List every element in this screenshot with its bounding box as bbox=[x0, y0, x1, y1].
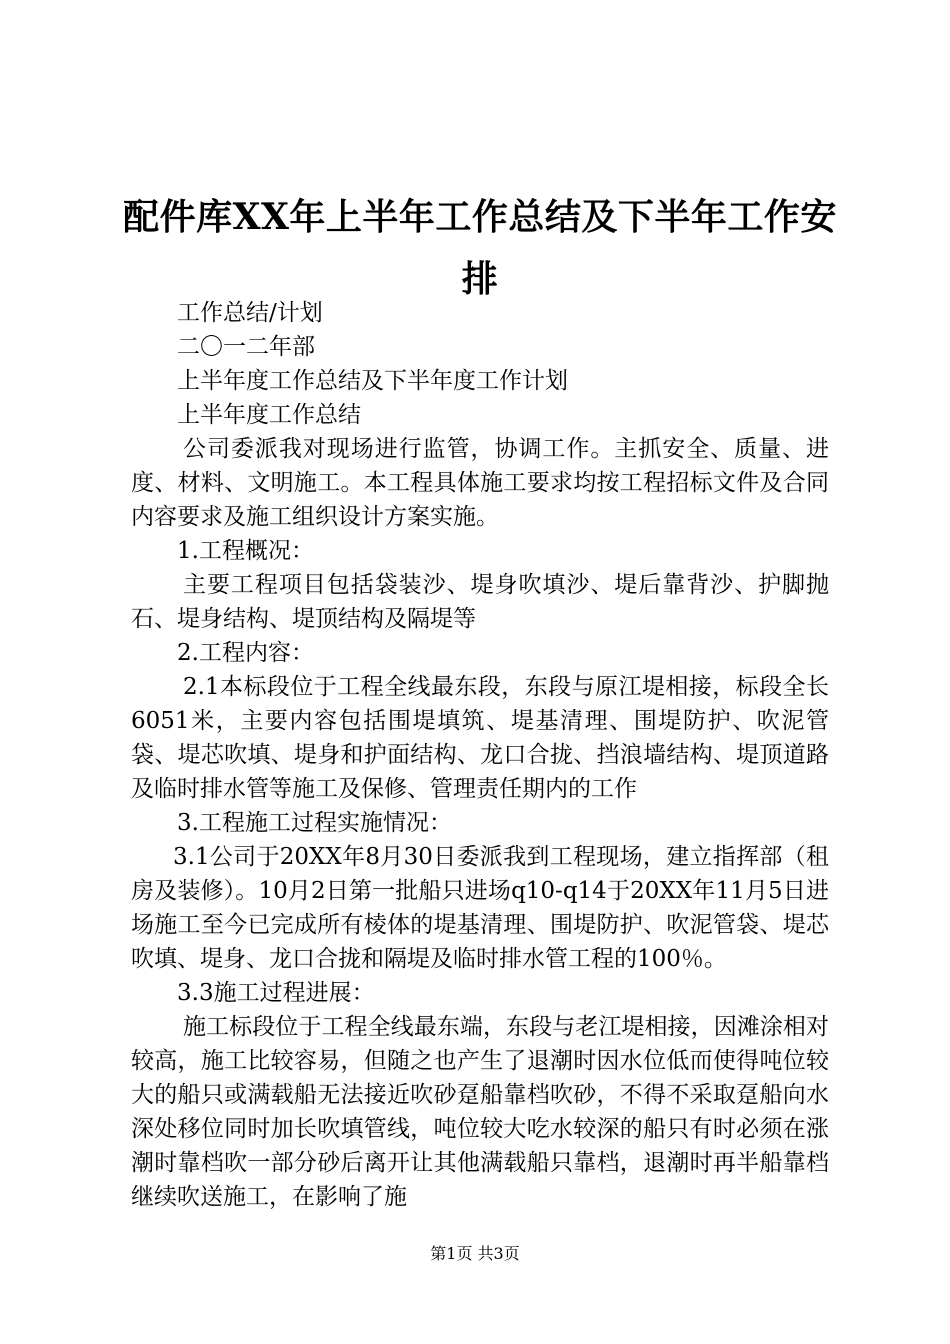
paragraph-implementation: 3.1公司于20XX年8月30日委派我到工程现场，建立指挥部（租房及装修）。10月2日第一批船只进场q10-q14于20XX年11月5日进场施工至今已完成所有棱体的堤基清理、围堤防护、吹泥管袋、堤芯吹填、堤身、龙口合拢和隔堤及临时排水管工程的100％。 bbox=[131, 844, 829, 972]
paragraph-intro: 公司委派我对现场进行监管，协调工作。主抓安全、质量、进度、材料、文明施工。本工程具体施工要求均按工程招标文件及合同内容要求及施工组织设计方案实施。 bbox=[131, 436, 829, 530]
section-heading-implementation: 3.工程施工过程实施情况： bbox=[177, 810, 452, 836]
section-heading-overview: 1.工程概况： bbox=[177, 538, 314, 564]
paragraph-plan-heading: 上半年度工作总结及下半年度工作计划 bbox=[177, 368, 568, 394]
paragraph-progress: 施工标段位于工程全线最东端，东段与老江堤相接，因滩涂相对较高，施工比较容易，但随之也产生了退潮时因水位低而使得吨位较大的船只或满载船无法接近吹砂趸船靠档吹砂，不得不采取趸船向水深处移位同时加长吹填管线，吨位较大吃水较深的船只有时必须在涨潮时靠档吹一部分砂后离开让其他满载船只靠档，退潮时再半船靠档继续吹送施工，在影响了施 bbox=[131, 1014, 829, 1210]
document-body bbox=[131, 296, 829, 1214]
paragraph-year-dept: 二〇一二年部 bbox=[177, 334, 315, 360]
paragraph-category: 工作总结/计划 bbox=[177, 300, 323, 326]
section-heading-progress: 3.3施工过程进展： bbox=[177, 980, 375, 1006]
section-heading-content: 2.工程内容： bbox=[177, 640, 314, 666]
page-footer: 第1页 共3页 bbox=[430, 1244, 520, 1263]
document-title: 配件库XX年上半年工作总结及下半年工作安排 bbox=[123, 196, 837, 300]
paragraph-content: 2.1本标段位于工程全线最东段，东段与原江堤相接，标段全长6051米，主要内容包括围堤填筑、堤基清理、围堤防护、吹泥管袋、堤芯吹填、堤身和护面结构、龙口合拢、挡浪墙结构、堤顶道路及临时排水管等施工及保修、管理责任期内的工作 bbox=[131, 674, 829, 802]
paragraph-overview: 主要工程项目包括袋装沙、堤身吹填沙、堤后靠背沙、护脚抛石、堤身结构、堤顶结构及隔堤等 bbox=[131, 572, 829, 632]
paragraph-summary-heading: 上半年度工作总结 bbox=[177, 402, 361, 428]
